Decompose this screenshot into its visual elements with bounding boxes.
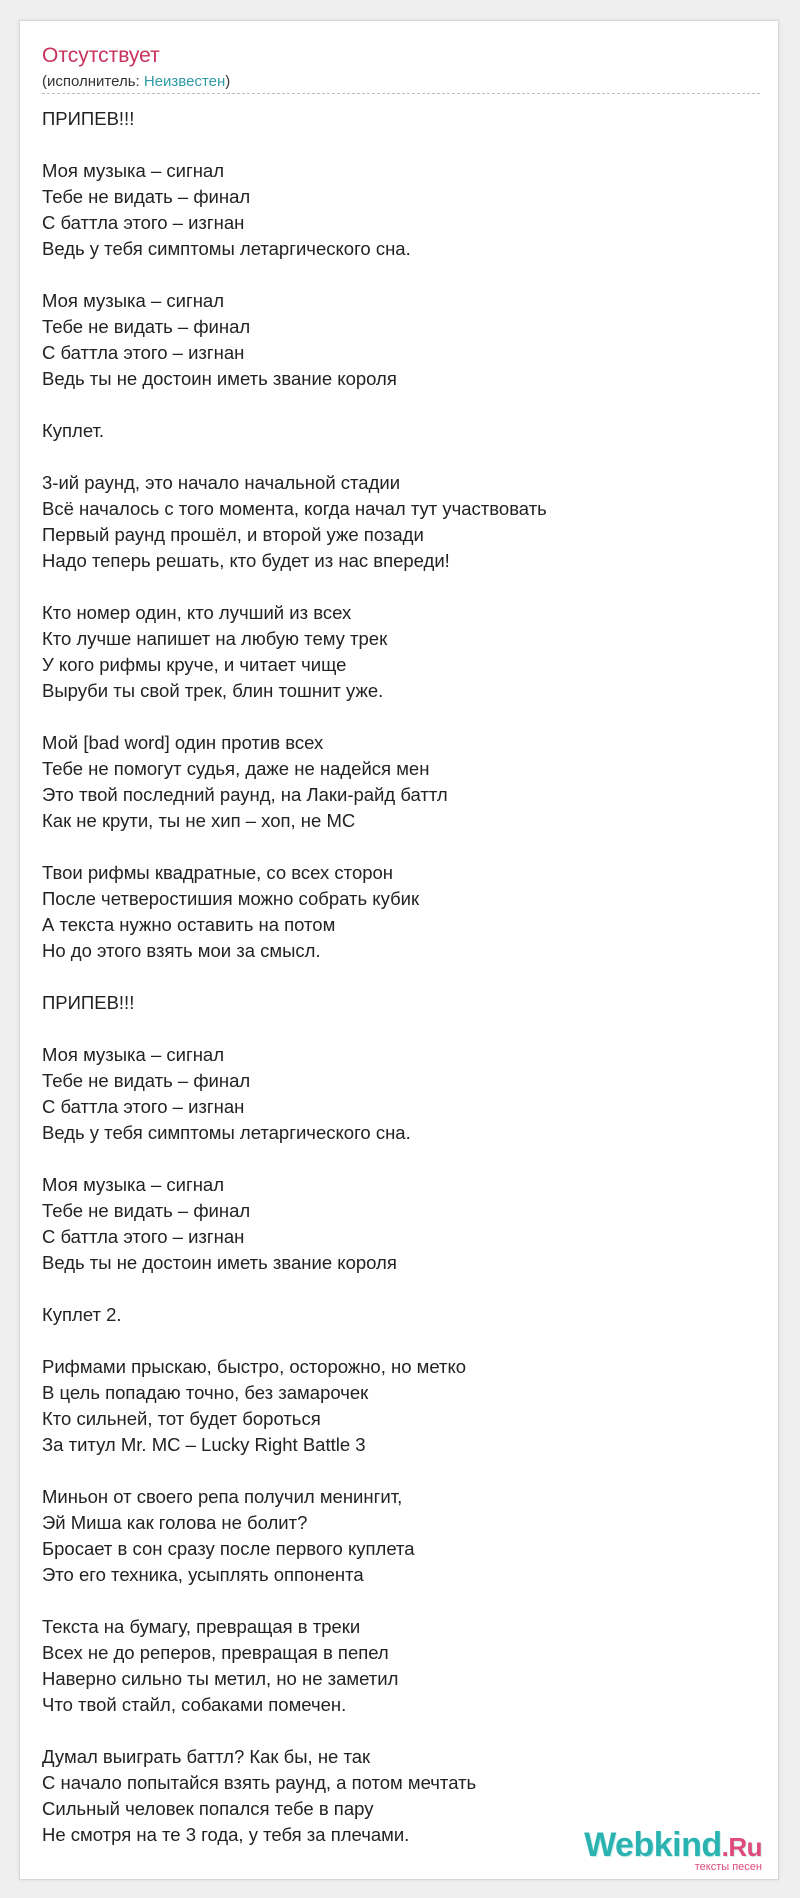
- artist-line: [42, 73, 230, 91]
- lyrics-line: Моя музыка – сигнал: [42, 290, 225, 311]
- lyrics-line: Моя музыка – сигнал: [42, 1174, 225, 1195]
- lyrics-line: Это твой последний раунд, на Лаки-райд баттл: [42, 784, 448, 805]
- lyrics-line: У кого рифмы круче, и читает чище: [42, 654, 347, 675]
- lyrics-line: Ведь ты не достоин иметь звание короля: [42, 1252, 397, 1273]
- site-logo[interactable]: [584, 1828, 762, 1873]
- lyrics-line: ПРИПЕВ!!!: [42, 992, 135, 1013]
- lyrics-line: Не смотря на те 3 года, у тебя за плечами.: [42, 1824, 410, 1845]
- lyrics-line: [42, 444, 547, 470]
- lyrics-line: Как не крути, ты не хип – хоп, не МС: [42, 810, 356, 831]
- lyrics-line: Бросает в сон сразу после первого куплета: [42, 1538, 415, 1559]
- lyrics-card: [19, 20, 779, 1880]
- lyrics-line: 3-ий раунд, это начало начальной стадии: [42, 472, 401, 493]
- lyrics-line: Выруби ты свой трек, блин тошнит уже.: [42, 680, 384, 701]
- lyrics-line: Мой [bad word] один против всех: [42, 732, 324, 753]
- lyrics-line: Думал выиграть баттл? Как бы, не так: [42, 1746, 371, 1767]
- lyrics-line: [42, 132, 547, 158]
- lyrics-line: Первый раунд прошёл, и второй уже позади: [42, 524, 424, 545]
- lyrics-line: А текста нужно оставить на потом: [42, 914, 336, 935]
- lyrics-line: С баттла этого – изгнан: [42, 1096, 245, 1117]
- lyrics-line: [42, 1276, 547, 1302]
- lyrics-line: Рифмами прыскаю, быстро, осторожно, но метко: [42, 1356, 467, 1377]
- lyrics-line: Куплет 2.: [42, 1304, 122, 1325]
- lyrics-line: [42, 262, 547, 288]
- lyrics-line: [42, 1718, 547, 1744]
- lyrics-line: Что твой стайл, собаками помечен.: [42, 1694, 347, 1715]
- lyrics-line: Всех не до реперов, превращая в пепел: [42, 1642, 389, 1663]
- artist-suffix: ): [225, 73, 231, 90]
- lyrics-line: С баттла этого – изгнан: [42, 1226, 245, 1247]
- lyrics-line: Это его техника, усыплять оппонента: [42, 1564, 364, 1585]
- lyrics-line: [42, 574, 547, 600]
- lyrics-line: Куплет.: [42, 420, 105, 441]
- lyrics-line: Моя музыка – сигнал: [42, 1044, 225, 1065]
- lyrics-line: Но до этого взять мои за смысл.: [42, 940, 321, 961]
- lyrics-line: [42, 1146, 547, 1172]
- lyrics-line: Тебе не видать – финал: [42, 1200, 251, 1221]
- lyrics-text: [42, 106, 547, 1848]
- lyrics-line: Миньон от своего репа получил менингит,: [42, 1486, 403, 1507]
- lyrics-line: С начало попытайся взять раунд, а потом мечтать: [42, 1772, 477, 1793]
- lyrics-line: Моя музыка – сигнал: [42, 160, 225, 181]
- lyrics-line: Кто лучше напишет на любую тему трек: [42, 628, 388, 649]
- logo-tld: .Ru: [721, 1832, 762, 1862]
- lyrics-line: Ведь у тебя симптомы летаргического сна.: [42, 238, 411, 259]
- lyrics-line: Кто сильней, тот будет бороться: [42, 1408, 321, 1429]
- lyrics-line: Всё началось с того момента, когда начал тут участвовать: [42, 498, 547, 519]
- lyrics-line: Твои рифмы квадратные, со всех сторон: [42, 862, 394, 883]
- lyrics-line: [42, 964, 547, 990]
- lyrics-line: [42, 1458, 547, 1484]
- lyrics-line: Эй Миша как голова не болит?: [42, 1512, 308, 1533]
- lyrics-line: В цель попадаю точно, без замарочек: [42, 1382, 369, 1403]
- logo-wordmark: [584, 1828, 762, 1864]
- lyrics-line: Ведь у тебя симптомы летаргического сна.: [42, 1122, 411, 1143]
- lyrics-line: Тебе не помогут судья, даже не надейся мен: [42, 758, 430, 779]
- lyrics-line: [42, 1588, 547, 1614]
- lyrics-line: [42, 1016, 547, 1042]
- lyrics-line: Тебе не видать – финал: [42, 1070, 251, 1091]
- logo-main-text: Webkind: [584, 1826, 722, 1864]
- lyrics-line: [42, 392, 547, 418]
- lyrics-line: С баттла этого – изгнан: [42, 212, 245, 233]
- lyrics-line: Тебе не видать – финал: [42, 316, 251, 337]
- lyrics-line: Надо теперь решать, кто будет из нас впереди!: [42, 550, 450, 571]
- logo-tagline: тексты песен: [694, 1861, 762, 1873]
- lyrics-line: Текста на бумагу, превращая в треки: [42, 1616, 361, 1637]
- lyrics-line: Кто номер один, кто лучший из всех: [42, 602, 352, 623]
- lyrics-line: С баттла этого – изгнан: [42, 342, 245, 363]
- lyrics-line: После четверостишия можно собрать кубик: [42, 888, 420, 909]
- title-divider: [42, 93, 760, 94]
- lyrics-line: Сильный человек попался тебе в пару: [42, 1798, 374, 1819]
- lyrics-line: За титул Mr. MC – Lucky Right Battle 3: [42, 1434, 366, 1455]
- artist-prefix: (исполнитель:: [42, 73, 144, 90]
- lyrics-line: [42, 834, 547, 860]
- lyrics-line: [42, 704, 547, 730]
- lyrics-line: ПРИПЕВ!!!: [42, 108, 135, 129]
- lyrics-line: Тебе не видать – финал: [42, 186, 251, 207]
- lyrics-line: Ведь ты не достоин иметь звание короля: [42, 368, 397, 389]
- lyrics-line: Наверно сильно ты метил, но не заметил: [42, 1668, 399, 1689]
- song-title: Отсутствует: [42, 44, 160, 67]
- artist-link[interactable]: Неизвестен: [143, 73, 226, 90]
- lyrics-line: [42, 1328, 547, 1354]
